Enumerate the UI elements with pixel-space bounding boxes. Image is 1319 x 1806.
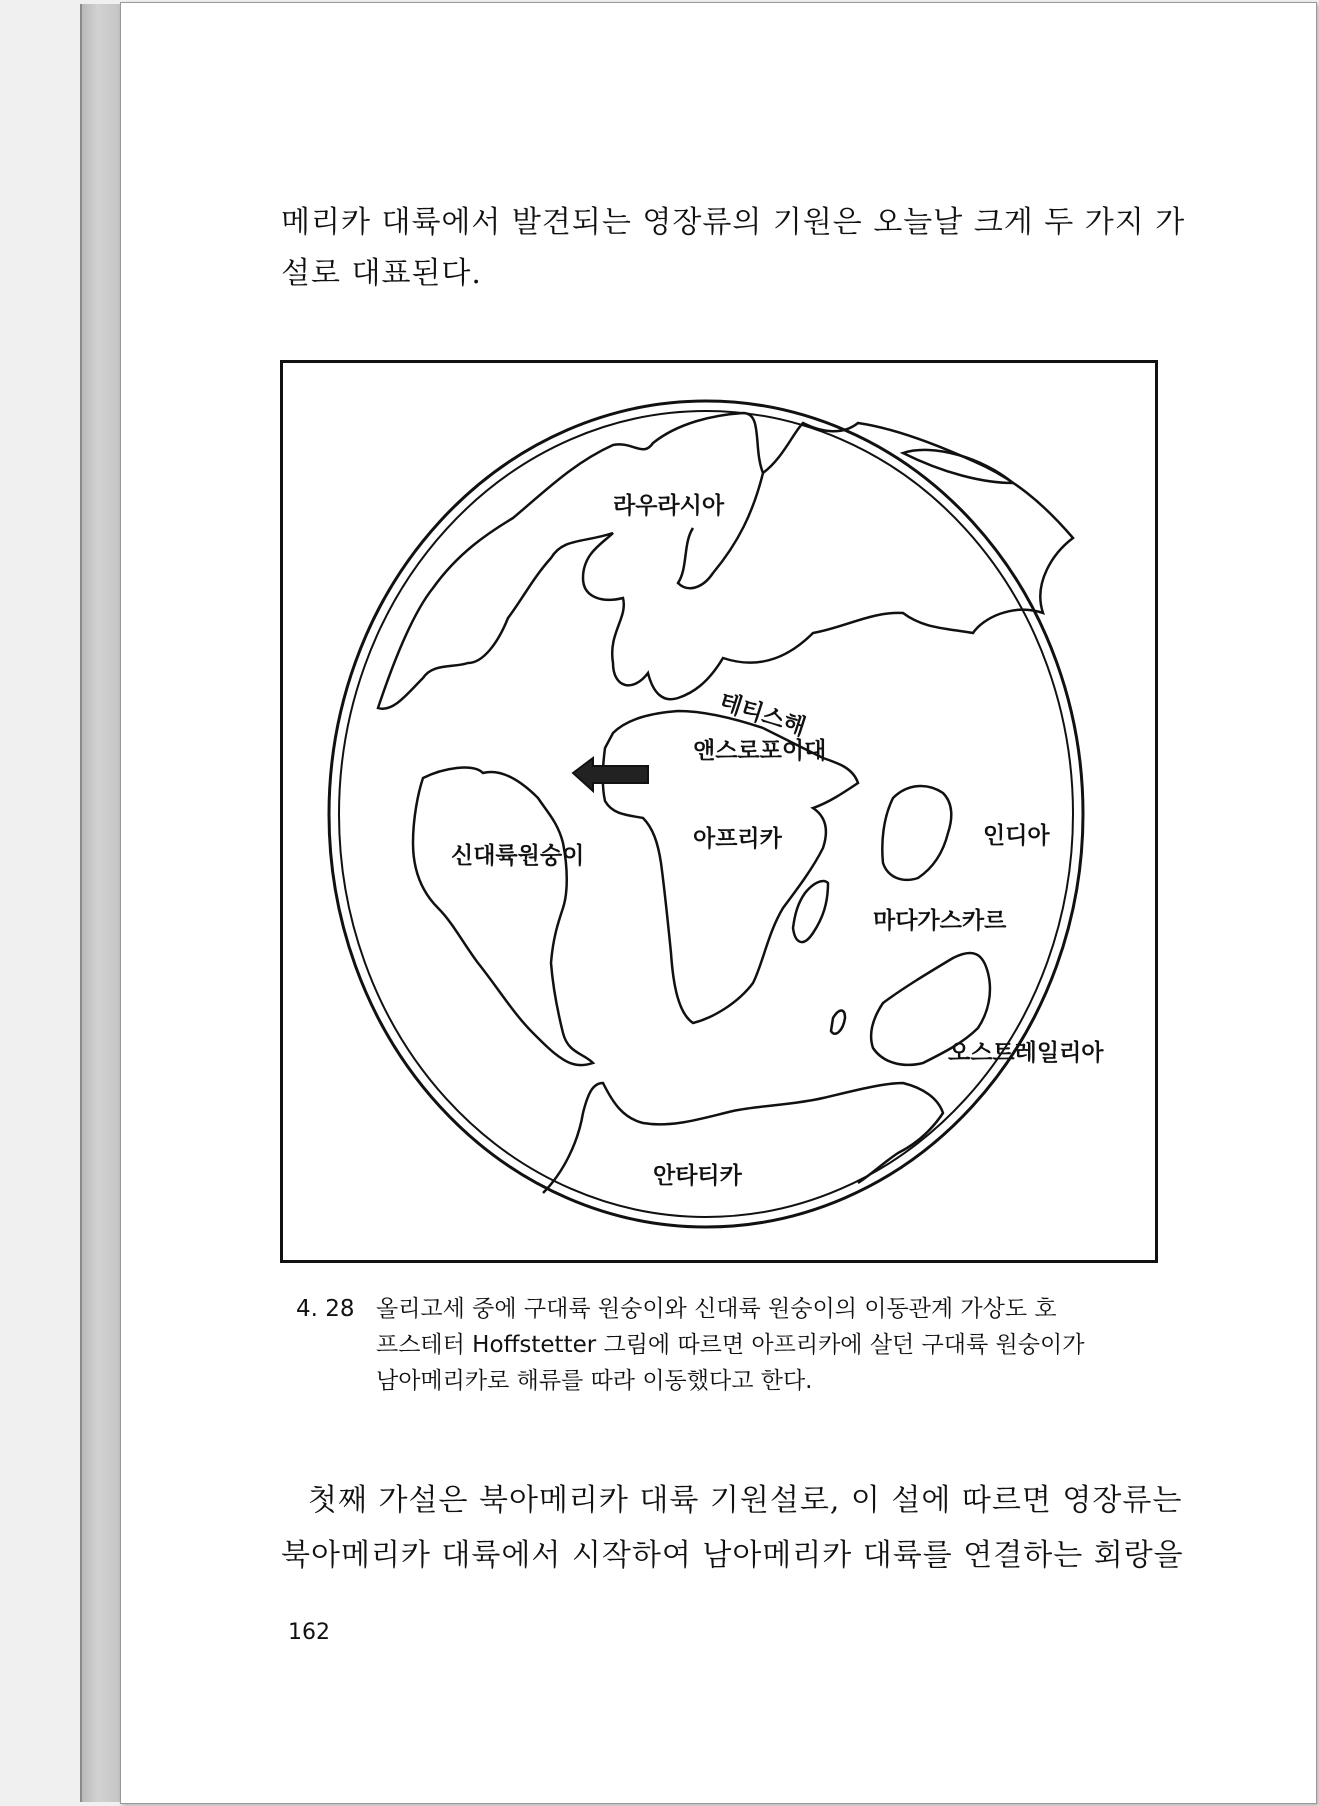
body-text-top-line-2: 설로 대표된다.	[281, 256, 482, 291]
south-america-landmass	[413, 768, 593, 1066]
body-text-top-line-1: 메리카 대륙에서 발견되는 영장류의 기원은 오늘날 크게 두 가지 가	[281, 205, 1186, 240]
caption-line-2: 프스테터 Hoffstetter 그림에 따르면 아프리카에 살던 구대륙 원숭이가	[376, 1332, 1085, 1358]
caption-line-3: 남아메리카로 해류를 따라 이동했다고 한다.	[376, 1368, 813, 1394]
label-antarctica: 안타티카	[653, 1163, 742, 1189]
label-tethys: 테티스해	[716, 688, 809, 742]
label-anthropoid: 앤스로포이대	[693, 738, 827, 764]
label-madagascar: 마다가스카르	[873, 908, 1007, 934]
label-new-world-monkey: 신대륙원숭이	[451, 843, 585, 869]
label-india: 인디아	[983, 823, 1050, 849]
island-top-right	[903, 450, 1013, 483]
island-near-australia	[831, 1011, 845, 1034]
book-spine	[80, 4, 123, 1802]
laurasia-inlet	[678, 473, 763, 588]
label-laurasia: 라우라시아	[613, 493, 725, 519]
label-australia: 오스트레일리아	[948, 1040, 1104, 1066]
globe-outer-circle	[329, 401, 1083, 1227]
body-text-bottom-line-2: 북아메리카 대륙에서 시작하여 남아메리카 대륙를 연결하는 회랑을	[281, 1538, 1184, 1573]
globe-inner-circle	[339, 411, 1073, 1217]
label-africa: 아프리카	[693, 826, 782, 852]
antarctica-landmass	[543, 1083, 943, 1193]
caption-line-1: 올리고세 중에 구대륙 원숭이와 신대륙 원숭이의 이동관계 가상도 호	[376, 1296, 1057, 1322]
body-text-bottom-line-1: 첫째 가설은 북아메리카 대륙 기원설로, 이 설에 따르면 영장류는	[308, 1483, 1183, 1518]
figure-frame	[280, 360, 1158, 1263]
india-landmass	[882, 786, 951, 880]
paleogeographic-map	[283, 363, 1155, 1260]
madagascar-island	[793, 881, 828, 942]
migration-arrow	[573, 758, 648, 791]
caption-number: 4. 28	[296, 1296, 355, 1322]
page-number: 162	[288, 1620, 330, 1645]
